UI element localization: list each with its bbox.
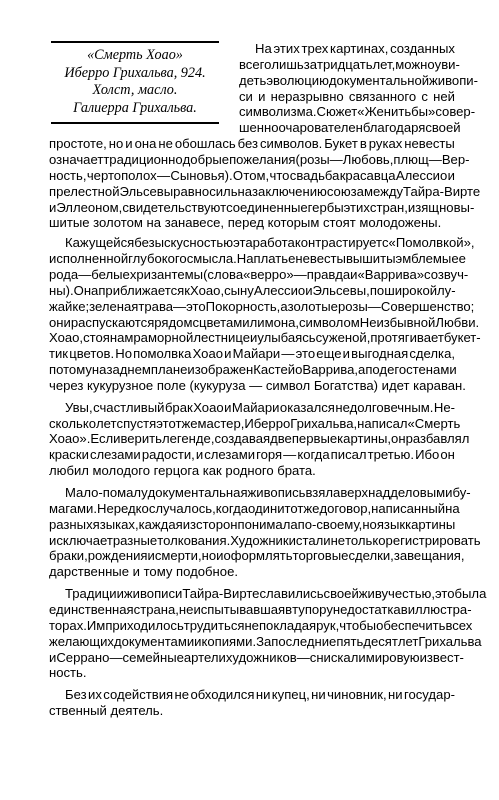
text-line: символизма. Сюжет «Женитьбы» совер- <box>239 104 476 120</box>
image-caption <box>51 41 219 124</box>
text-line: разных языках, каждая из сторон понимала по-своему, но язык картины <box>49 516 456 532</box>
text-line: единственная страна, не испытывавшая в ту пору недостатка в иллюстра- <box>49 601 472 617</box>
text-line: Хоао». Если верить легенде, создавая две первые картины, он разбавлял <box>49 431 470 447</box>
text-line: ность, чертополох — Сыновья). О том, что свадьба красавца Алессио и <box>49 167 455 183</box>
text-line: торах. Им приходилось трудиться не покладая рук, чтобы обеспечить всех <box>49 617 473 633</box>
text-line: Хоао, стоя на мраморной лестнице и улыбаясь суженой, протягивает букет- <box>49 330 481 346</box>
caption-title: «Смерть Хоао» <box>87 47 183 63</box>
text-line: ны). Она приближается к Хоао, сыну Алессио и Эльсевы, по широкой лу- <box>49 282 456 298</box>
text-line: си и неразрывно связанного с ней <box>239 88 455 104</box>
text-line: тик цветов. Но помолвка Хоао и Майари — это еще и выгодная сделка, <box>49 346 455 362</box>
text-line: Увы, счастливый брак Хоао и Майари оказался недолговечным. Не- <box>65 399 455 415</box>
text-line: краски слезами радости, и слезами горя — когда писал третью. Ибо он <box>49 447 455 463</box>
text-line: через кукурузное поле (кукуруза — символ Богатства) идет караван. <box>49 377 466 393</box>
text-line: шитые золотом на занавесе, перед которым стоят молодожены. <box>49 215 442 231</box>
text-line: всего лишь за тридцать лет, можно уви- <box>239 56 460 72</box>
caption-collection: Галиерра Грихальва. <box>73 99 197 116</box>
text-line: деть эволюцию документальной живопи- <box>239 72 478 88</box>
text-line: и Эллеоном, свидетельствуют соединенные гербы этих стран, изящно вы- <box>49 199 475 215</box>
text-line: исполненной глубокого смысла. На платье невесты вышиты эмблемы ее <box>49 251 466 266</box>
text-line: магами. Нередко случалось, когда один и тот же договор, написанный на <box>49 500 460 516</box>
text-line: Кажущейся безыскусностью эта работа контрастирует с «Помолвкой», <box>65 235 475 251</box>
text-line: любил молодого герцога как родного брата. <box>49 463 316 479</box>
text-line: и Серрано — семейные артели художников — снискали мировую извест- <box>49 649 464 665</box>
text-line: браки, рождения и смерти, но и оформлять торговые сделки, завещания, <box>49 548 465 564</box>
caption-author-year: Иберро Грихальва, 924. <box>64 64 206 81</box>
caption-text <box>51 43 219 122</box>
text-line: простоте, но и она не обошлась без символов. Букет в руках невесты <box>49 136 455 152</box>
text-line: ственный деятель. <box>49 703 164 718</box>
text-line: означает традиционно добрые пожелания (розы — Любовь, плющ — Вер- <box>49 151 470 167</box>
text-line: исключает разные толкования. Художники стали не только регистрировать <box>49 532 481 548</box>
text-line: прелестной Эльсевы равносильна заключению союза между Тайра-Вирте <box>49 183 481 199</box>
caption-bottom-rule <box>51 122 219 124</box>
text-line: они распускаются рядом с цветами лимона, символом Неизбывной Любви. <box>49 314 480 330</box>
text-line: потому на заднем плане изображен Кастейо Варрива, а под его стенами <box>49 362 457 377</box>
text-line: дарственные и тому подобное. <box>49 564 238 580</box>
text-line: Без их содействия не обходился ни купец, ни чиновник, ни государ- <box>65 687 455 703</box>
caption-medium: Холст, масло. <box>92 82 178 98</box>
text-line: сколько лет спустя этот же мастер, Иберро Грихальва, написал «Смерть <box>49 415 461 431</box>
text-line: Мало-помалу документальная живопись взяла верх над деловыми бу- <box>65 485 471 500</box>
text-line: ность. <box>49 665 87 681</box>
text-line: Традиции живописи Тайра-Вирте славились своей живучестью, это была <box>65 586 487 602</box>
text-line: жайке; зеленая трава — это Покорность, а золотые розы — Совершенство; <box>49 298 475 314</box>
text-line: шенно очарователен благодаря своей <box>239 120 461 136</box>
text-line: желающих документами и копиями. За последние пятьдесят лет Грихальва <box>49 633 482 649</box>
text-line: На этих трех картинах, созданных <box>255 41 455 56</box>
text-line: рода — белые хризантемы (слова «верро» — правда и «Варрива» созвуч- <box>49 266 469 282</box>
